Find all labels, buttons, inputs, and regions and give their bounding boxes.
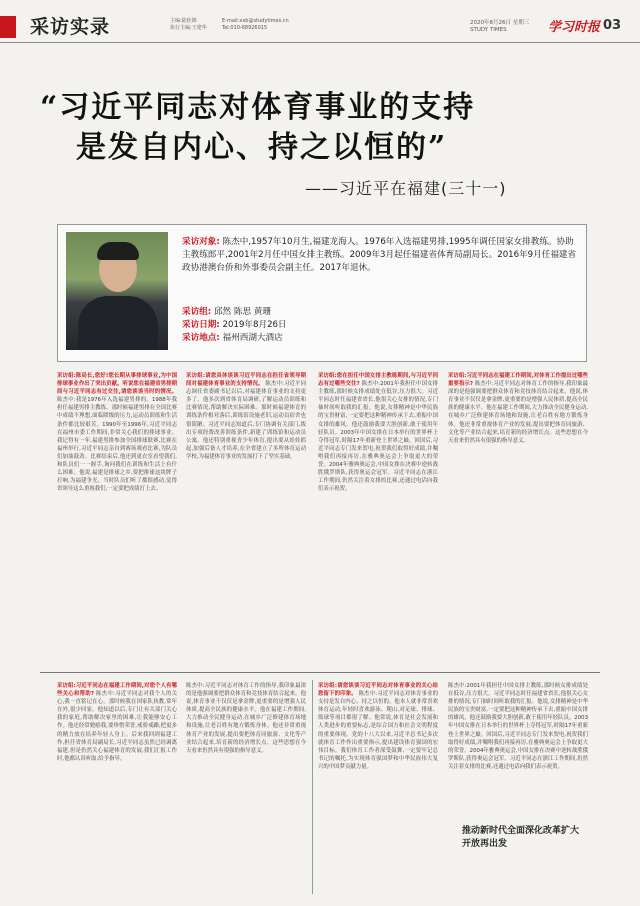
place-label: 采访地点: <box>182 333 220 343</box>
article-headline <box>40 88 600 168</box>
interviewer-label: 采访组: <box>182 307 212 317</box>
question-3: 采访组:您在担任中国女排主教练期间,与习近平同志有过哪些交往? <box>318 373 438 388</box>
question-1: 采访组:陈局长,您好!您长期从事排球事业,为中国排球事业作出了突出贡献。听说您在福建省男排期间与习近平同志有过交往,请您谈谈当时的情况。 <box>57 373 177 396</box>
answer-5: 陈杰中:习近平同志对我个人的关心,我一直铭记在心。那时候我在国家队执教,常年在外,很少回家。他知道以后,专门让有关部门关心我的家庭,帮助解决家里的困难,让我能够安心工作。他还经常勉励我,要珍惜荣誉,戒骄戒躁,把更多的精力放在培养年轻人身上。后来我回到福建工作,担任省体育局副局长,习近平同志虽然已经调离福建,但是仍然关心福建体育的发展,我们汇报工作时,他都认真听取,给予指导。 <box>57 691 177 762</box>
interviewee-bio <box>182 236 577 275</box>
question-2: 采访组:请您具体谈谈习近平同志在担任省领导期间对福建体育事业的支持情况。 <box>186 373 306 388</box>
answer-5-cont: 陈杰中:习近平同志对体育工作的指导,我印象最深的是他强调要把群众体育和竞技体育结合起来。他说,体育事业不仅仅是拿金牌,更重要的是增强人民体质,提高全民族的健康水平。他在福建工作期间,大力推动全民健身运动,在城乡广泛修建体育场地和设施,让老百姓有地方锻炼身体。他还非常重视体育产业的发展,提出要把体育同旅游、文化等产业结合起来,培育新的经济增长点。这些思想在今天看来仍然具有很强的指导意义。 <box>186 683 306 754</box>
answer-2: 陈杰中:习近平同志调任省委副书记以后,对福建体育事业的支持更多了。他多次到省体育局调研,了解运动员训练和比赛情况,帮助解决实际困难。那时候福建体育的训练条件相对落后,训练馆设施老旧,运动员宿舍也很简陋。习近平同志知道后,专门协调有关部门,拨出专项经费改善训练条件,新建了训练馆和运动员公寓。他还特别重视青少年体育,提出要从娃娃抓起,加强后备人才培养,在全省建立了多所体育运动学校,为福建体育事业的发展打下了坚实基础。 <box>186 381 306 460</box>
article-column-5 <box>57 682 177 892</box>
article-subtitle: ——习近平在福建(三十一) <box>305 179 507 198</box>
section-title: 采访实录 <box>30 16 111 38</box>
issue-date <box>470 20 529 34</box>
answer-6: 陈杰中:习近平同志对体育事业的支持是发自内心、持之以恒的。他本人就非常喜欢体育运动,年轻时喜欢游泳、爬山,对足球、排球、篮球等项目都很了解。他常说,体育是社会发展和人类进步的重要标志,是综合国力和社会文明程度的重要体现。党的十八大以来,习近平总书记多次就体育工作作出重要指示,提出建设体育强国的宏伟目标。我们体育工作者深受鼓舞,一定要牢记总书记的嘱托,为实现体育强国梦和中华民族伟大复兴的中国梦贡献力量。 <box>318 691 438 770</box>
question-4: 采访组:习近平同志在福建工作期间,对体育工作提出过哪些重要指示? <box>448 373 588 388</box>
date-line: 2020年8月26日 星期三 <box>470 20 530 26</box>
interview-meta <box>182 306 482 345</box>
article-column-7 <box>318 682 438 892</box>
photo-hair-shape <box>97 242 139 260</box>
article-column-1 <box>57 372 177 666</box>
bio-label: 采访对象: <box>182 237 220 247</box>
article-column-6 <box>186 682 306 892</box>
pull-quote: 推动新时代全面深化改革扩大开放再出发 <box>462 826 580 849</box>
headline-line-1: “习近平同志对体育事业的支持 <box>40 90 476 125</box>
interviewer-names: 邱然 陈思 黄珊 <box>213 307 271 317</box>
section-marker <box>0 16 16 38</box>
section-divider <box>40 672 600 673</box>
contact-line: Tel:010-68926015 <box>222 25 268 31</box>
bio-text: 陈杰中,1957年10月生,福建龙海人。1976年入选福建男排,1995年调任国家女排教练。协助主教练郎平,2001年2月任中国女排主教练。2009年3月起任福建省体育局副局长。2016年9月任福建省政协港澳台侨和外事委员会副主任。2017年退休。 <box>182 237 577 273</box>
contact-line: E-mail:xxb@studytimes.cn <box>222 18 289 24</box>
article-column-4 <box>448 372 588 666</box>
meta-place <box>182 332 482 345</box>
answer-4: 陈杰中:习近平同志对体育工作的指导,我印象最深的是他强调要把群众体育和竞技体育结合起来。他说,体育事业不仅仅是拿金牌,更重要的是增强人民体质,提高全民族的健康水平。他在福建工作期间,大力推动全民健身运动,在城乡广泛修建体育场地和设施,让老百姓有地方锻炼身体。他还非常重视体育产业的发展,提出要把体育同旅游、文化等产业结合起来,培育新的经济增长点。这些思想在今天看来仍然具有很强的指导意义。 <box>448 381 588 444</box>
answer-3: 陈杰中:2001年我担任中国女排主教练,那时候女排成绩处在低谷,压力很大。习近平同志时任福建省省长,他很关心女排的情况,专门抽时间听取我的汇报。他说,女排精神是中华民族的宝贵财富,一定要把这种精神传承下去,重振中国女排的雄风。他还鼓励我要大胆创新,敢于使用年轻队员。2003年中国女排在日本举行的世界杯上夺得冠军,时隔17年重新登上世界之巅。回国后,习近平同志专门发来贺电,祝贺我们取得好成绩,并嘱咐我们再接再厉,在雅典奥运会上争取更大的荣誉。2004年雅典奥运会,中国女排在决赛中逆转战胜俄罗斯队,获得奥运会冠军。习近平同志在浙江工作期间,仍然关注着女排的比赛,还通过电话向我们表示祝贺。 <box>318 381 438 493</box>
column-rule <box>312 680 313 894</box>
article-column-8 <box>448 682 588 818</box>
contact-info <box>222 18 289 32</box>
question-6: 采访组:请您谈谈习近平同志对体育事业的关心给您留下的印象。 <box>318 683 438 698</box>
date-label: 采访日期: <box>182 320 220 330</box>
meta-interviewer <box>182 306 482 319</box>
editor-line: 主编:陆桂锦 <box>170 18 197 24</box>
article-column-2 <box>186 372 306 666</box>
question-5: 采访组:习近平同志在福建工作期间,对您个人有哪些关心和帮助? <box>57 683 177 698</box>
answer-1: 陈杰中:我是1976年入选福建男排的。1988年我担任福建男排主教练。那时候福建男排在全国比赛中成绩不理想,面临降级的压力,运动员训练和生活条件都比较艰苦。1990年至1996年,习近平同志在福州市委工作期间,非常关心我们的排球事业。我记得有一年,福建男排参加全国排球联赛,比赛在福州举行,习近平同志亲自到赛场观看比赛,为队员们加油鼓劲。比赛结束后,他还到更衣室看望我们,和队员们一一握手,询问我们在训练和生活上有什么困难。他说,福建是排球之乡,要把排球这块牌子打响,为福建争光。当时队员们听了都很感动,觉得省领导这么重视我们,一定要把成绩打上去。 <box>57 397 177 493</box>
newspaper-logo: 学习时报 <box>548 20 601 35</box>
headline-line-2: 是发自内心、持之以恒的” <box>76 130 448 165</box>
photo-body-shape <box>78 296 158 350</box>
header-rule <box>0 42 640 43</box>
answer-6-cont: 陈杰中:2001年我担任中国女排主教练,那时候女排成绩处在低谷,压力很大。习近平同志时任福建省省长,他很关心女排的情况,专门抽时间听取我的汇报。他说,女排精神是中华民族的宝贵财富,一定要把这种精神传承下去,重振中国女排的雄风。他还鼓励我要大胆创新,敢于使用年轻队员。2003年中国女排在日本举行的世界杯上夺得冠军,时隔17年重新登上世界之巅。回国后,习近平同志专门发来贺电,祝贺我们取得好成绩,并嘱咐我们再接再厉,在雅典奥运会上争取更大的荣誉。2004年雅典奥运会,中国女排在决赛中逆转战胜俄罗斯队,获得奥运会冠军。习近平同志在浙江工作期间,仍然关注着女排的比赛,还通过电话向我们表示祝贺。 <box>448 683 588 770</box>
interview-date: 2019年8月26日 <box>222 320 287 330</box>
editor-credits <box>170 18 207 32</box>
article-column-3 <box>318 372 438 666</box>
interviewee-photo <box>66 232 168 350</box>
subbrand: STUDY TIMES <box>470 27 507 33</box>
interview-place: 福州西湖大酒店 <box>222 333 283 343</box>
meta-date <box>182 319 482 332</box>
page-header <box>0 16 640 40</box>
page-number: 03 <box>603 18 622 33</box>
editor-line: 执行主编:王建华 <box>170 25 207 31</box>
